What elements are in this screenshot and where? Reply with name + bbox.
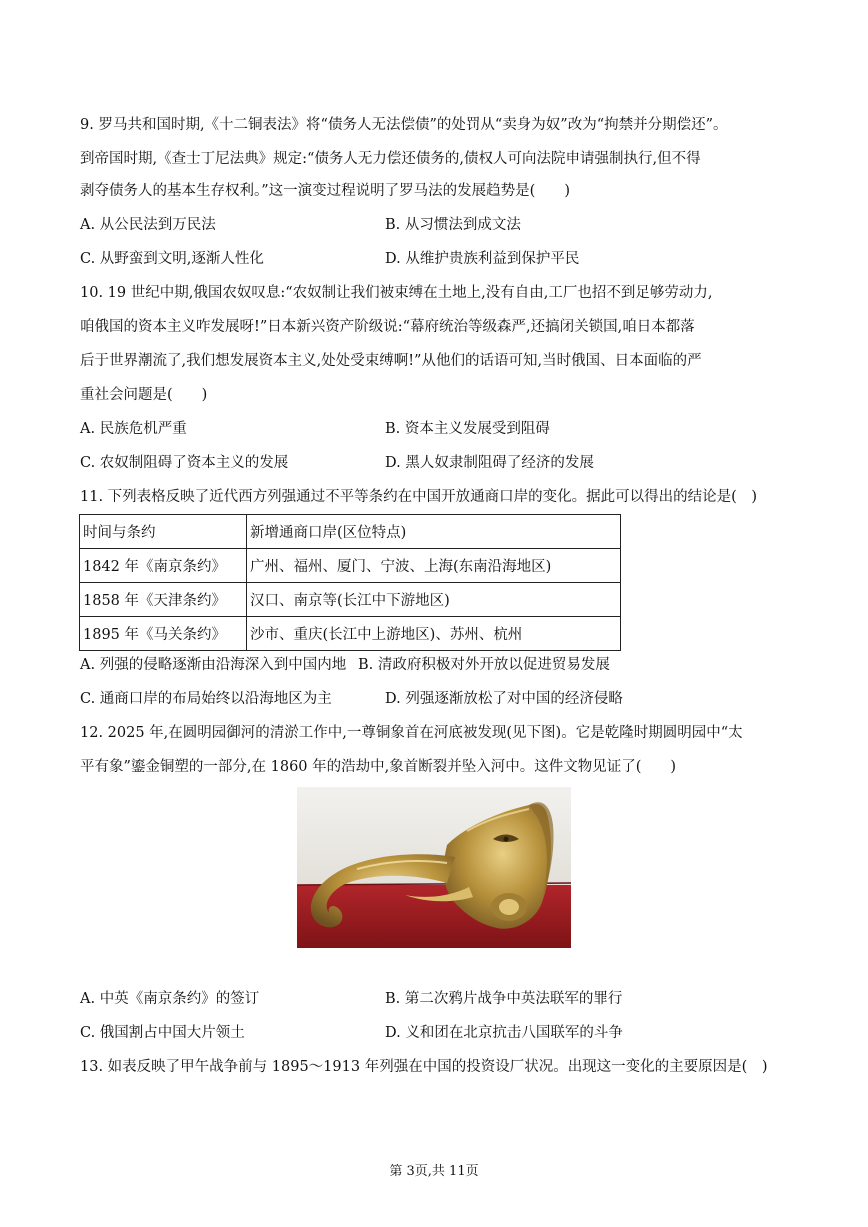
table-header-cell: 新增通商口岸(区位特点)	[247, 515, 621, 549]
bronze-elephant-head-illustration	[297, 787, 571, 948]
q9-stem-line-2: 到帝国时期,《查士丁尼法典》规定:“债务人无力偿还债务的,债权人可向法院申请强制执行,但不得	[80, 151, 701, 167]
table-row	[80, 549, 621, 583]
q10-option-d: D. 黑人奴隶制阻碍了经济的发展	[385, 455, 594, 471]
table-cell: 汉口、南京等(长江中下游地区)	[247, 583, 621, 617]
q13-stem-line-1: 13. 如表反映了甲午战争前与 1895～1913 年列强在中国的投资设厂状况。出现这一变化的主要原因是( )	[80, 1059, 768, 1075]
q12-option-d: D. 义和团在北京抗击八国联军的斗争	[385, 1025, 623, 1041]
q10-option-a: A. 民族危机严重	[80, 421, 187, 437]
q9-option-a: A. 从公民法到万民法	[80, 217, 216, 233]
q12-option-c: C. 俄国割占中国大片领土	[80, 1025, 245, 1041]
q10-option-c: C. 农奴制阻碍了资本主义的发展	[80, 455, 289, 471]
table-cell: 1858 年《天津条约》	[80, 583, 247, 617]
treaty-ports-table	[79, 514, 621, 651]
q9-option-b: B. 从习惯法到成文法	[385, 217, 521, 233]
q10-option-b: B. 资本主义发展受到阻碍	[385, 421, 550, 437]
q10-stem-line-1: 10. 19 世纪中期,俄国农奴叹息:“农奴制让我们被束缚在土地上,没有自由,工厂也招不到足够劳动力,	[80, 285, 713, 301]
q12-option-a: A. 中英《南京条约》的签订	[80, 991, 260, 1007]
q11-option-c: C. 通商口岸的布局始终以沿海地区为主	[80, 691, 332, 707]
table-header-cell: 时间与条约	[80, 515, 247, 549]
q9-option-d: D. 从维护贵族利益到保护平民	[385, 251, 580, 267]
table-cell: 广州、福州、厦门、宁波、上海(东南沿海地区)	[247, 549, 621, 583]
q9-option-c: C. 从野蛮到文明,逐渐人性化	[80, 251, 264, 267]
q12-stem-line-2: 平有象”鎏金铜塑的一部分,在 1860 年的浩劫中,象首断裂并坠入河中。这件文物见证了( )	[80, 759, 677, 775]
q11-option-b: B. 清政府积极对外开放以促进贸易发展	[358, 657, 610, 673]
table-cell: 1895 年《马关条约》	[80, 617, 247, 651]
q12-option-b: B. 第二次鸦片战争中英法联军的罪行	[385, 991, 623, 1007]
bronze-elephant-head-photo	[297, 787, 571, 948]
table-row	[80, 583, 621, 617]
q11-option-d: D. 列强逐渐放松了对中国的经济侵略	[385, 691, 623, 707]
q10-stem-line-4: 重社会问题是( )	[80, 387, 208, 403]
table-row	[80, 617, 621, 651]
q11-option-a: A. 列强的侵略逐渐由沿海深入到中国内地	[80, 657, 347, 673]
q9-stem-line-1: 9. 罗马共和国时期,《十二铜表法》将“债务人无法偿债”的处罚从“卖身为奴”改为“拘禁并分期偿还”。	[80, 117, 728, 133]
table-header-row	[80, 515, 621, 549]
q10-stem-line-3: 后于世界潮流了,我们想发展资本主义,处处受束缚啊!”从他们的话语可知,当时俄国、日本面临的严	[80, 353, 702, 369]
page-number-footer: 第 3页,共 11页	[389, 1164, 479, 1179]
table-cell: 沙市、重庆(长江中上游地区)、苏州、杭州	[247, 617, 621, 651]
q12-stem-line-1: 12. 2025 年,在圆明园御河的清淤工作中,一尊铜象首在河底被发现(见下图)。它是乾隆时期圆明园中“太	[80, 725, 743, 741]
q10-stem-line-2: 咱俄国的资本主义咋发展呀!”日本新兴资产阶级说:“幕府统治等级森严,还搞闭关锁国,咱日本都落	[80, 319, 695, 335]
q9-stem-line-3: 剥夺债务人的基本生存权利。”这一演变过程说明了罗马法的发展趋势是( )	[80, 183, 570, 199]
q11-stem-line-1: 11. 下列表格反映了近代西方列强通过不平等条约在中国开放通商口岸的变化。据此可以得出的结论是( )	[80, 489, 757, 505]
table-cell: 1842 年《南京条约》	[80, 549, 247, 583]
